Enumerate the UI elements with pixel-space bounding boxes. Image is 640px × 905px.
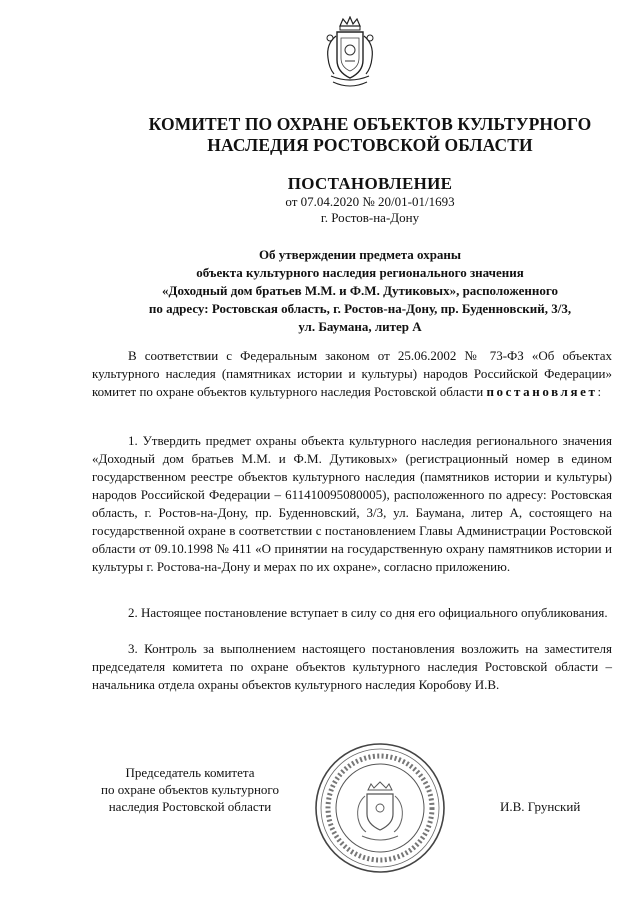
subject-line-2: объекта культурного наследия регионального значения (196, 265, 524, 280)
subject-line-5: ул. Баумана, литер А (298, 319, 422, 334)
document-city: г. Ростов-на-Дону (320, 210, 420, 225)
signatory-title (90, 764, 290, 815)
resolves-word: постановляет (486, 384, 598, 399)
subject-line-1: Об утверждении предмета охраны (258, 247, 462, 262)
signatory-title-line-3: наследия Ростовской области (108, 799, 272, 814)
document-date-number: от 07.04.2020 № 20/01-01/1693 (285, 194, 455, 209)
org-line-2: НАСЛЕДИЯ РОСТОВСКОЙ ОБЛАСТИ (207, 135, 533, 155)
organization-name (110, 114, 630, 156)
subject-line-4: по адресу: Ростовская область, г. Ростов-на-Дону, пр. Буденновский, 3/3, (148, 301, 572, 316)
signatory-title-line-2: по охране объектов культурного (101, 782, 279, 797)
signatory-name: И.В. Грунский (500, 799, 581, 814)
subject-line-3: «Доходный дом братьев М.М. и Ф.М. Дутиковых», расположенного (162, 283, 558, 298)
item-2-paragraph: 2. Настоящее постановление вступает в силу со дня его официального опубликования. (128, 605, 608, 620)
document-meta (240, 194, 500, 226)
item-1-paragraph: 1. Утвердить предмет охраны объекта культурного наследия регионального значения «Доходный дом братьев М.М. и Ф.М. Дутиковых» (регистрационный номер в едином государственном реестре объектов культурного наследия (памятников истории и культуры) народов Российской Федерации – 611410095080005), расположенного по адресу: Ростовская область, г. Ростов-на-Дону, пр. Буденновский, 3/3, ул. Баумана, литер А, состоящего на государственной охране в соответствии с постановлением Главы Администрации Ростовской области от 09.10.1998 № 411 «О принятии на государственную охрану памятников истории и культуры г. Ростова-на-Дону и мерах по их охране», согласно приложению. (92, 433, 612, 574)
official-seal-icon (312, 740, 448, 876)
intro-end: : (597, 384, 602, 399)
intro-text: В соответствии с Федеральным законом от 25.06.2002 № 73-ФЗ «Об объектах культурного наследия (памятниках истории и культуры) народов Российской Федерации» комитет по охране объектов культурного наследия Ростовской области (92, 348, 612, 399)
intro-paragraph (92, 347, 612, 401)
document-type: ПОСТАНОВЛЕНИЕ (287, 174, 453, 193)
signatory-title-line-1: Председатель комитета (125, 765, 255, 780)
coat-of-arms-icon (321, 16, 379, 94)
org-line-1: КОМИТЕТ ПО ОХРАНЕ ОБЪЕКТОВ КУЛЬТУРНОГО (148, 114, 592, 134)
item-3-paragraph: 3. Контроль за выполнением настоящего постановления возложить на заместителя председателя комитета по охране объектов культурного наследия Ростовской области – начальника отдела охраны объектов культурного наследия Коробову И.В. (92, 641, 612, 692)
document-subject (90, 246, 630, 336)
